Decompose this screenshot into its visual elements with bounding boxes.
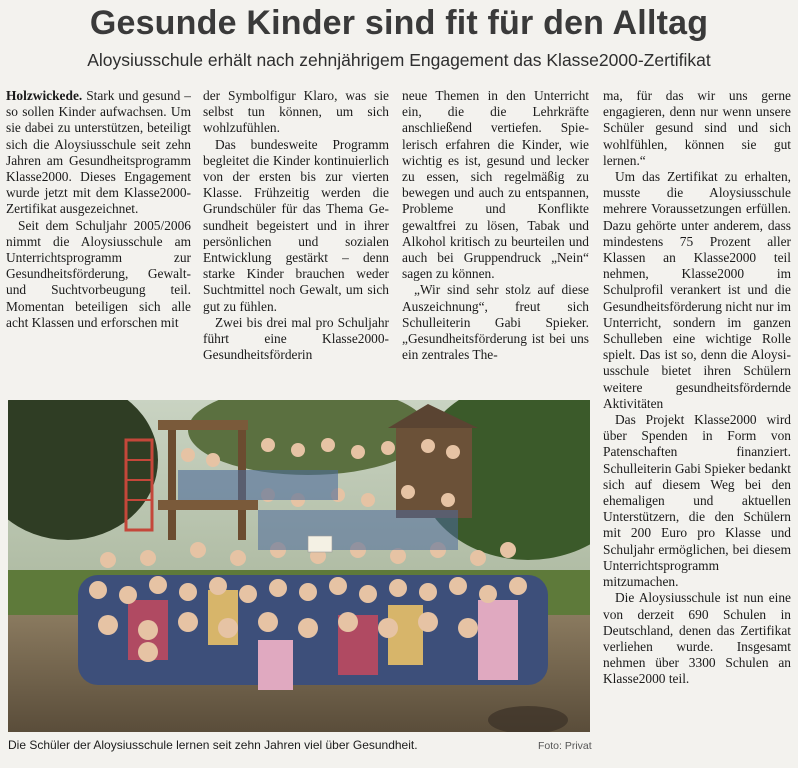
paragraph-text: Stark und gesund – so sollen Kinder aufwachsen. Um sie dabei zu unterstützen, beteiligt sich die Aloysiusschule seit zehn Jahren am Gesundheitsprogramm Klasse2000. Dieses Engagement wurde jetzt mit dem Klasse2000-Zertifikat ausgezeichnet. [6,88,191,217]
paragraph: Die Aloysiusschule ist nun eine von derzeit 690 Schulen in Deutschland, denen das Zertifikat verliehen wurde. Insgesamt nehmen über 3300 Schulen an Klasse2000 teil. [603,590,791,687]
paragraph: neue Themen in den Unterricht ein, die die Lehrkräfte anschließend vertiefen. Spielerisch erfahren die Kinder, wie wichtig es ist, gesund und lecker zu essen, sich regelmäßig zu bewegen und auch zu entspannen, Probleme und Konflikte gewaltfrei zu lösen, Tabak und Alkohol kritisch zu beurteilen und auch bei Gruppendruck „Nein“ sagen zu können. [402,88,589,282]
paragraph [6,88,191,218]
paragraph: der Symbolfigur Klaro, was sie selbst tun können, um sich wohlzufühlen. [203,88,389,136]
paragraph: Zwei bis drei mal pro Schuljahr führt eine Klasse2000-Gesundheitsförderin [203,314,389,363]
text-column-4 [603,88,791,758]
paragraph: Seit dem Schuljahr 2005/2006 nimmt die Aloysiusschule am Unterrichtsprogramm zur Gesundheitsförderung, Gewalt- und Suchtvorbeugung teil. Momentan beteiligen sich alle acht Klassen und erforschen mit [6,217,191,330]
photo-credit: Foto: Privat [538,740,592,752]
group-photo [8,400,590,732]
paragraph: Um das Zertifikat zu erhalten, musste die Aloysiusschule mehrere Voraussetzungen erfüllen. Dazu gehörte unter anderem, dass mindestens 75 Prozent aller Klassen an Klasse2000 teil nehmen, Klasse2000 im Schulprofil verankert ist und die Gesundheitsförderung nicht nur im Unterricht, sondern im ganzen Schulleben eine wichtige Rolle spielt. Das ist so, denn die Aloysiusschule bietet ihren Schülern weitere gesundheitsfördernde Aktivitäten [603,169,791,411]
text-column-1 [6,88,191,388]
photo-caption: Die Schüler der Aloysiusschule lernen seit zehn Jahren viel über Gesundheit. [8,738,418,752]
text-column-3 [402,88,589,388]
dateline: Holzwickede. [6,88,83,103]
article-subheadline: Aloysiusschule erhält nach zehnjährigem Engagement das Klasse2000-Zertifikat [87,50,711,70]
text-column-2 [203,88,389,388]
paragraph: ma, für das wir uns gerne engagieren, denn nur wenn unsere Schüler gesund sind und sich wohlfühlen, können sie gut lernen.“ [603,88,791,168]
article-headline: Gesunde Kinder sind fit für den Alltag [89,4,709,42]
paragraph: Das Projekt Klasse2000 wird über Spenden in Form von Patenschaften finanziert. Schulleiterin Gabi Spieker bedankt sich auf diesem Weg bei den ehemaligen und aktuellen Unterstützern, die den Schülern mit 200 Euro pro Klasse und Schuljahr ermöglichen, bei diesem Unterrichtsprogramm mitzumachen. [603,412,791,590]
paragraph: Das bundesweite Programm begleitet die Kinder kontinuierlich von der ersten bis zur vierten Klasse. Frühzeitig werden die Grundschüler für das Thema Gesundheit begeistert und in ihrer persönlichen und sozialen Entwicklung gestärkt – denn starke Kinder brauchen weder Suchtmittel noch Gewalt, um sich gut zu fühlen. [203,136,389,314]
paragraph: „Wir sind sehr stolz auf diese Auszeichnung“, freut sich Schulleiterin Gabi Spieker. „Gesundheitsförderung ist bei uns ein zentrales The- [402,282,589,363]
group-photo-illustration [8,400,590,732]
